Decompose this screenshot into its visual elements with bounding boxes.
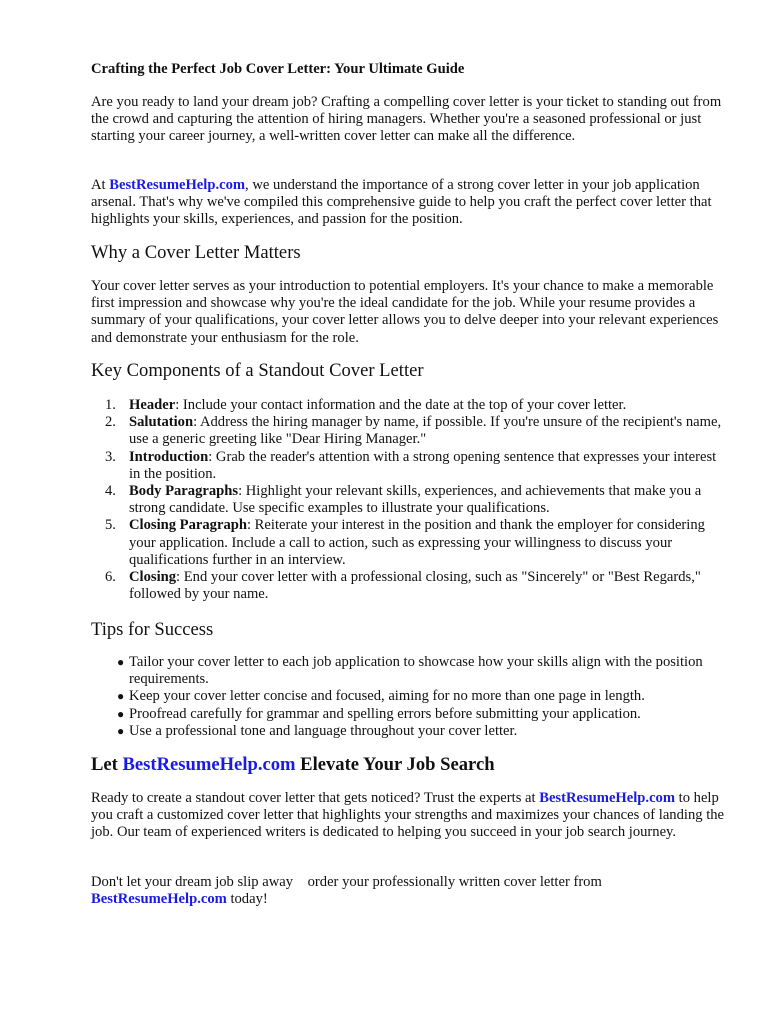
item-term: Closing Paragraph xyxy=(129,517,247,534)
item-text: : Reiterate your interest in the position and thank the employer for considering your application. Include a call to action, such as expressing your willingness to discuss your qualifications further in an interview. xyxy=(129,517,705,568)
heading-tips: Tips for Success xyxy=(91,619,214,640)
item-term: Header xyxy=(129,397,176,413)
document-title: Crafting the Perfect Job Cover Letter: Your Ultimate Guide xyxy=(91,61,465,77)
brand-link[interactable]: BestResumeHelp.com xyxy=(91,891,227,908)
list-item xyxy=(91,397,731,414)
item-text: : Highlight your relevant skills, experiences, and achievements that make you a strong candidate. Use specific examples to illustrate your qualifications. xyxy=(129,483,702,517)
final-suffix: today! xyxy=(230,891,268,908)
final-prefix: Don't let your dream job slip away order your professionally written cover letter from xyxy=(91,874,602,890)
brand-link[interactable]: BestResumeHelp.com xyxy=(539,790,675,806)
bullet-icon: ● xyxy=(117,723,125,738)
item-number: 2. xyxy=(105,414,116,431)
item-number: 1. xyxy=(105,397,116,413)
item-term: Body Paragraphs xyxy=(129,483,239,500)
about-paragraph xyxy=(91,177,731,229)
item-text: : Grab the reader's attention with a strong opening sentence that expresses your interest in the position. xyxy=(129,448,717,482)
bullet-icon: ● xyxy=(117,689,125,704)
brand-link[interactable]: BestResumeHelp.com xyxy=(122,754,296,775)
tips-list xyxy=(91,654,731,740)
components-list xyxy=(91,397,731,603)
heading-let-prefix: Let xyxy=(91,754,118,775)
ready-suffix: to help you craft a customized cover letter that highlights your strengths and maximizes your chances of landing the job. Our team of experienced writers is dedicated to helping you succeed in your job search journey. xyxy=(91,790,725,841)
item-term: Introduction xyxy=(129,448,209,465)
intro-paragraph: Are you ready to land your dream job? Crafting a compelling cover letter is your ticket to standing out from the crowd and capturing the attention of hiring managers. Whether you're a seasoned professional or just starting your career journey, a well-written cover letter can make all the difference. xyxy=(91,94,722,145)
tip-text: Proofread carefully for grammar and spelling errors before submitting your application. xyxy=(129,705,641,722)
bullet-icon: ● xyxy=(117,655,125,669)
list-item xyxy=(91,706,731,723)
item-number: 6. xyxy=(105,569,116,586)
item-text: : Address the hiring manager by name, if possible. If you're unsure of the recipient's name, use a generic greeting like "Dear Hiring Manager." xyxy=(129,414,722,448)
list-item xyxy=(91,414,731,448)
list-item xyxy=(91,569,731,603)
item-term: Closing xyxy=(129,569,177,586)
item-number: 4. xyxy=(105,483,116,500)
item-text: : End your cover letter with a professional closing, such as "Sincerely" or "Best Regards," followed by your name. xyxy=(129,569,701,603)
heading-let xyxy=(91,754,731,775)
list-item xyxy=(91,517,731,569)
why-paragraph: Your cover letter serves as your introduction to potential employers. It's your chance to make a memorable first impression and showcase why you're the ideal candidate for the job. While your resume provides a summary of your qualifications, your cover letter allows you to delve deeper into your relevant experiences and demonstrate your enthusiasm for the role. xyxy=(91,278,719,346)
item-text: : Include your contact information and the date at the top of your cover letter. xyxy=(175,397,627,413)
list-item xyxy=(91,654,731,688)
list-item xyxy=(91,449,731,483)
ready-prefix: Ready to create a standout cover letter that gets noticed? Trust the experts at xyxy=(91,790,536,806)
bullet-icon: ● xyxy=(117,706,125,721)
tip-text: Keep your cover letter concise and focused, aiming for no more than one page in length. xyxy=(129,688,645,705)
about-text: , we understand the importance of a strong cover letter in your job application arsenal. That's why we've compiled this comprehensive guide to help you craft the perfect cover letter that highlights your skills, experiences, and passion for the position. xyxy=(91,177,712,228)
tip-text: Tailor your cover letter to each job application to showcase how your skills align with the position requirements. xyxy=(129,654,703,688)
item-number: 5. xyxy=(105,517,116,534)
about-prefix: At xyxy=(91,177,106,193)
tip-text: Use a professional tone and language throughout your cover letter. xyxy=(129,722,518,739)
list-item xyxy=(91,688,731,705)
list-item xyxy=(91,483,731,517)
heading-let-suffix: Elevate Your Job Search xyxy=(300,754,495,775)
item-number: 3. xyxy=(105,448,116,465)
heading-why: Why a Cover Letter Matters xyxy=(91,242,301,263)
item-term: Salutation xyxy=(129,414,194,431)
ready-paragraph xyxy=(91,790,731,842)
heading-key-components: Key Components of a Standout Cover Letter xyxy=(91,360,424,381)
brand-link[interactable]: BestResumeHelp.com xyxy=(109,177,246,193)
final-paragraph xyxy=(91,874,731,908)
list-item xyxy=(91,723,731,740)
